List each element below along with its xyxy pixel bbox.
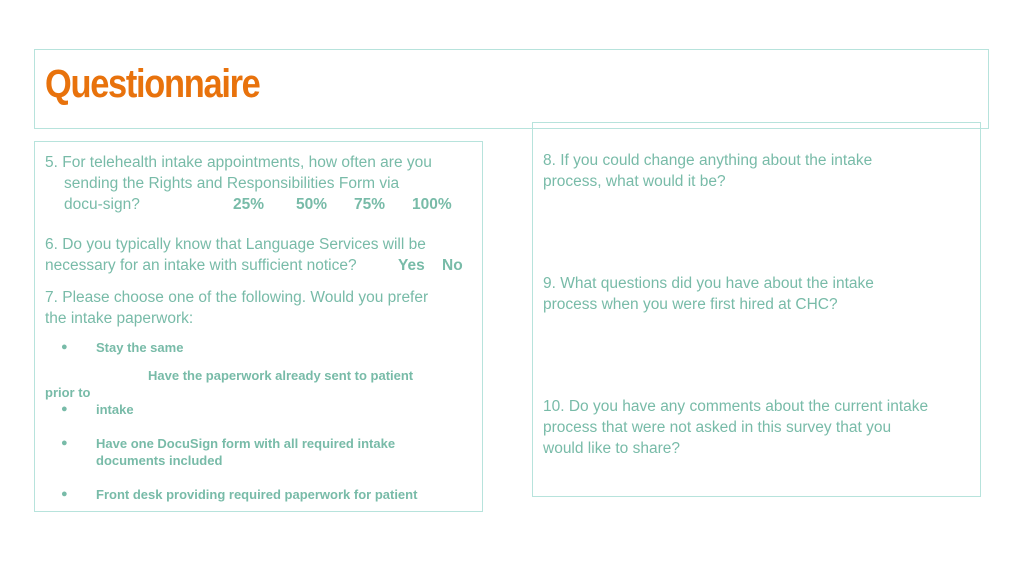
bullet-icon: ●	[61, 403, 68, 415]
q8-line-2: process, what would it be?	[543, 173, 726, 190]
q6-line-1: 6. Do you typically know that Language Services will be	[45, 236, 426, 253]
q9-line-1: 9. What questions did you have about the intake	[543, 275, 874, 292]
q5-option-50: 50%	[296, 196, 328, 213]
q10-line-3: would like to share?	[543, 440, 680, 457]
page-title: Questionnaire	[45, 62, 260, 106]
q7-option-front-desk: Front desk providing required paperwork for patient	[96, 487, 418, 502]
q7-option-stay-same: Stay the same	[96, 340, 184, 355]
bullet-icon: ●	[61, 488, 68, 500]
q5-option-100: 100%	[412, 196, 452, 213]
q5-line-3: docu-sign?	[64, 196, 140, 213]
q5-option-25: 25%	[233, 196, 265, 213]
q6-line-2: necessary for an intake with sufficient notice?	[45, 257, 357, 274]
bullet-icon: ●	[61, 341, 68, 353]
q7-option-docusign-line-1: Have one DocuSign form with all required intake	[96, 436, 396, 451]
q7-line-2: the intake paperwork:	[45, 310, 194, 327]
q7-line-1: 7. Please choose one of the following. Would you prefer	[45, 289, 429, 306]
q7-option-presend-line-1: Have the paperwork already sent to patient	[148, 368, 414, 383]
q9-line-2: process when you were first hired at CHC?	[543, 296, 838, 313]
q8-line-1: 8. If you could change anything about the intake	[543, 152, 873, 169]
q7-option-presend-line-3: intake	[96, 402, 134, 417]
q5-option-75: 75%	[354, 196, 386, 213]
bullet-icon: ●	[61, 437, 68, 449]
title-box	[34, 49, 989, 129]
q7-option-docusign-line-2: documents included	[96, 453, 223, 468]
q6-option-yes: Yes	[398, 257, 425, 274]
q6-option-no: No	[442, 257, 463, 274]
q7-option-presend-line-2: prior to	[45, 385, 91, 400]
q10-line-1: 10. Do you have any comments about the current intake	[543, 398, 929, 415]
q5-line-1: 5. For telehealth intake appointments, how often are you	[45, 154, 432, 171]
q5-line-2: sending the Rights and Responsibilities Form via	[64, 175, 400, 192]
q10-line-2: process that were not asked in this survey that you	[543, 419, 892, 436]
